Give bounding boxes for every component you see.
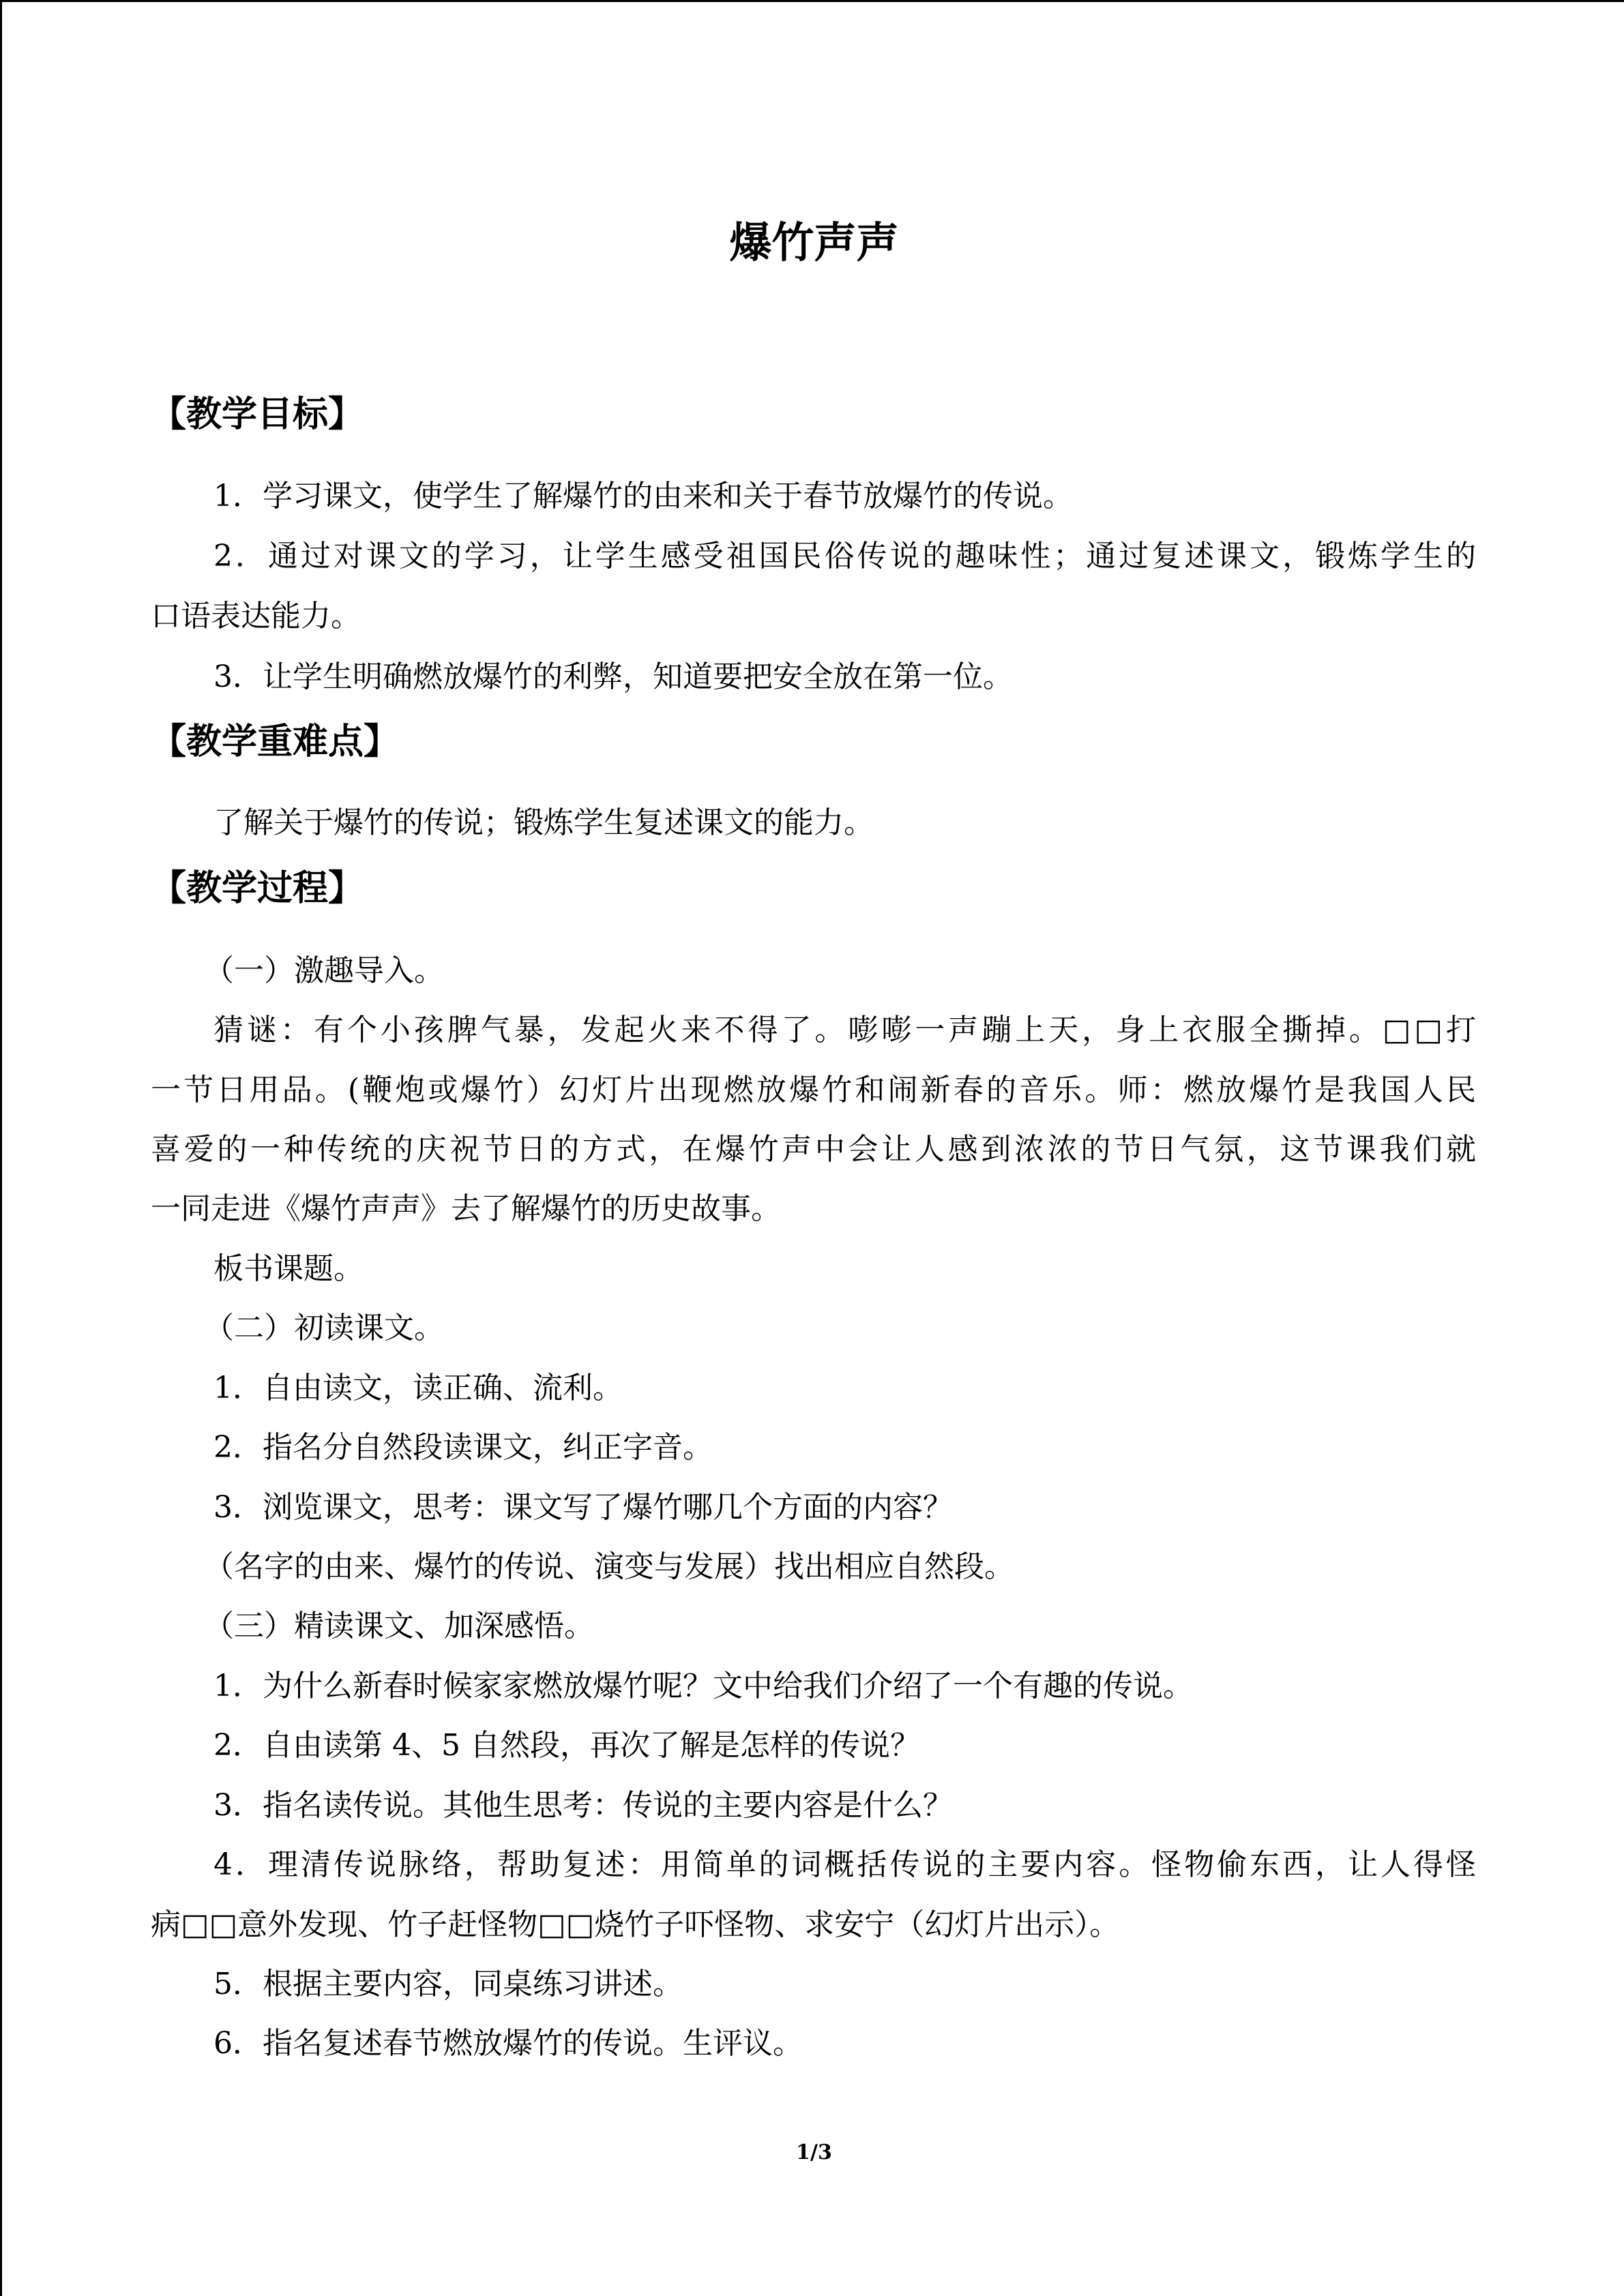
paragraph-line: 口语表达能力。: [151, 599, 361, 633]
paragraph-line: 5．根据主要内容，同桌练习讲述。: [213, 1967, 683, 2001]
paragraph-line: （三）精读课文、加深感悟。: [204, 1609, 594, 1643]
paragraph-line: 2．自由读第 4、5 自然段，再次了解是怎样的传说？: [213, 1728, 920, 1763]
paragraph-line: 一节日用品。(鞭炮或爆竹）幻灯片出现燃放爆竹和闹新春的音乐。师：燃放爆竹是我国人民: [151, 1073, 1476, 1107]
paragraph-line: 2．通过对课文的学习，让学生感受祖国民俗传说的趣味性；通过复述课文，锻炼学生的: [213, 539, 1476, 573]
paragraph-line: （一）激趣导入。: [204, 953, 444, 988]
page-number: 1/3: [796, 2141, 832, 2164]
section-heading-objectives: 【教学目标】: [151, 394, 364, 435]
paragraph-line: 病□□意外发现、竹子赶怪物□□烧竹子吓怪物、求安宁（幻灯片出示）。: [151, 1907, 1120, 1942]
section-heading-key-points: 【教学重难点】: [151, 721, 400, 762]
section-heading-process: 【教学过程】: [151, 868, 364, 909]
paragraph-line: 了解关于爆竹的传说；锻炼学生复述课文的能力。: [213, 805, 874, 840]
paragraph-line: 3．指名读传说。其他生思考：传说的主要内容是什么？: [213, 1788, 953, 1823]
paragraph-line: 喜爱的一种传统的庆祝节日的方式，在爆竹声中会让人感到浓浓的节日气氛，这节课我们就: [151, 1132, 1476, 1167]
paragraph-line: （二）初读课文。: [204, 1311, 444, 1345]
paragraph-line: 4．理清传说脉络，帮助复述：用简单的词概括传说的主要内容。怪物偷东西，让人得怪: [213, 1847, 1476, 1882]
paragraph-line: 1．学习课文，使学生了解爆竹的由来和关于春节放爆竹的传说。: [213, 479, 1073, 513]
document-title: 爆竹声声: [729, 218, 899, 267]
paragraph-line: （名字的由来、爆竹的传说、演变与发展）找出相应自然段。: [204, 1549, 1014, 1584]
paragraph-line: 猜谜：有个小孩脾气暴，发起火来不得了。嘭嘭一声蹦上天，身上衣服全撕掉。□□打: [213, 1013, 1476, 1047]
paragraph-line: 3．浏览课文，思考：课文写了爆竹哪几个方面的内容？: [213, 1490, 953, 1525]
paragraph-line: 6．指名复述春节燃放爆竹的传说。生评议。: [213, 2026, 803, 2061]
paragraph-line: 3．让学生明确燃放爆竹的利弊，知道要把安全放在第一位。: [213, 659, 1013, 694]
paragraph-line: 板书课题。: [213, 1251, 364, 1286]
paragraph-line: 1．为什么新春时候家家燃放爆竹呢？文中给我们介绍了一个有趣的传说。: [213, 1669, 1193, 1703]
paragraph-line: 2．指名分自然段读课文，纠正字音。: [213, 1430, 713, 1465]
paragraph-line: 一同走进《爆竹声声》去了解爆竹的历史故事。: [151, 1191, 781, 1226]
paragraph-line: 1．自由读文，读正确、流利。: [213, 1371, 623, 1405]
